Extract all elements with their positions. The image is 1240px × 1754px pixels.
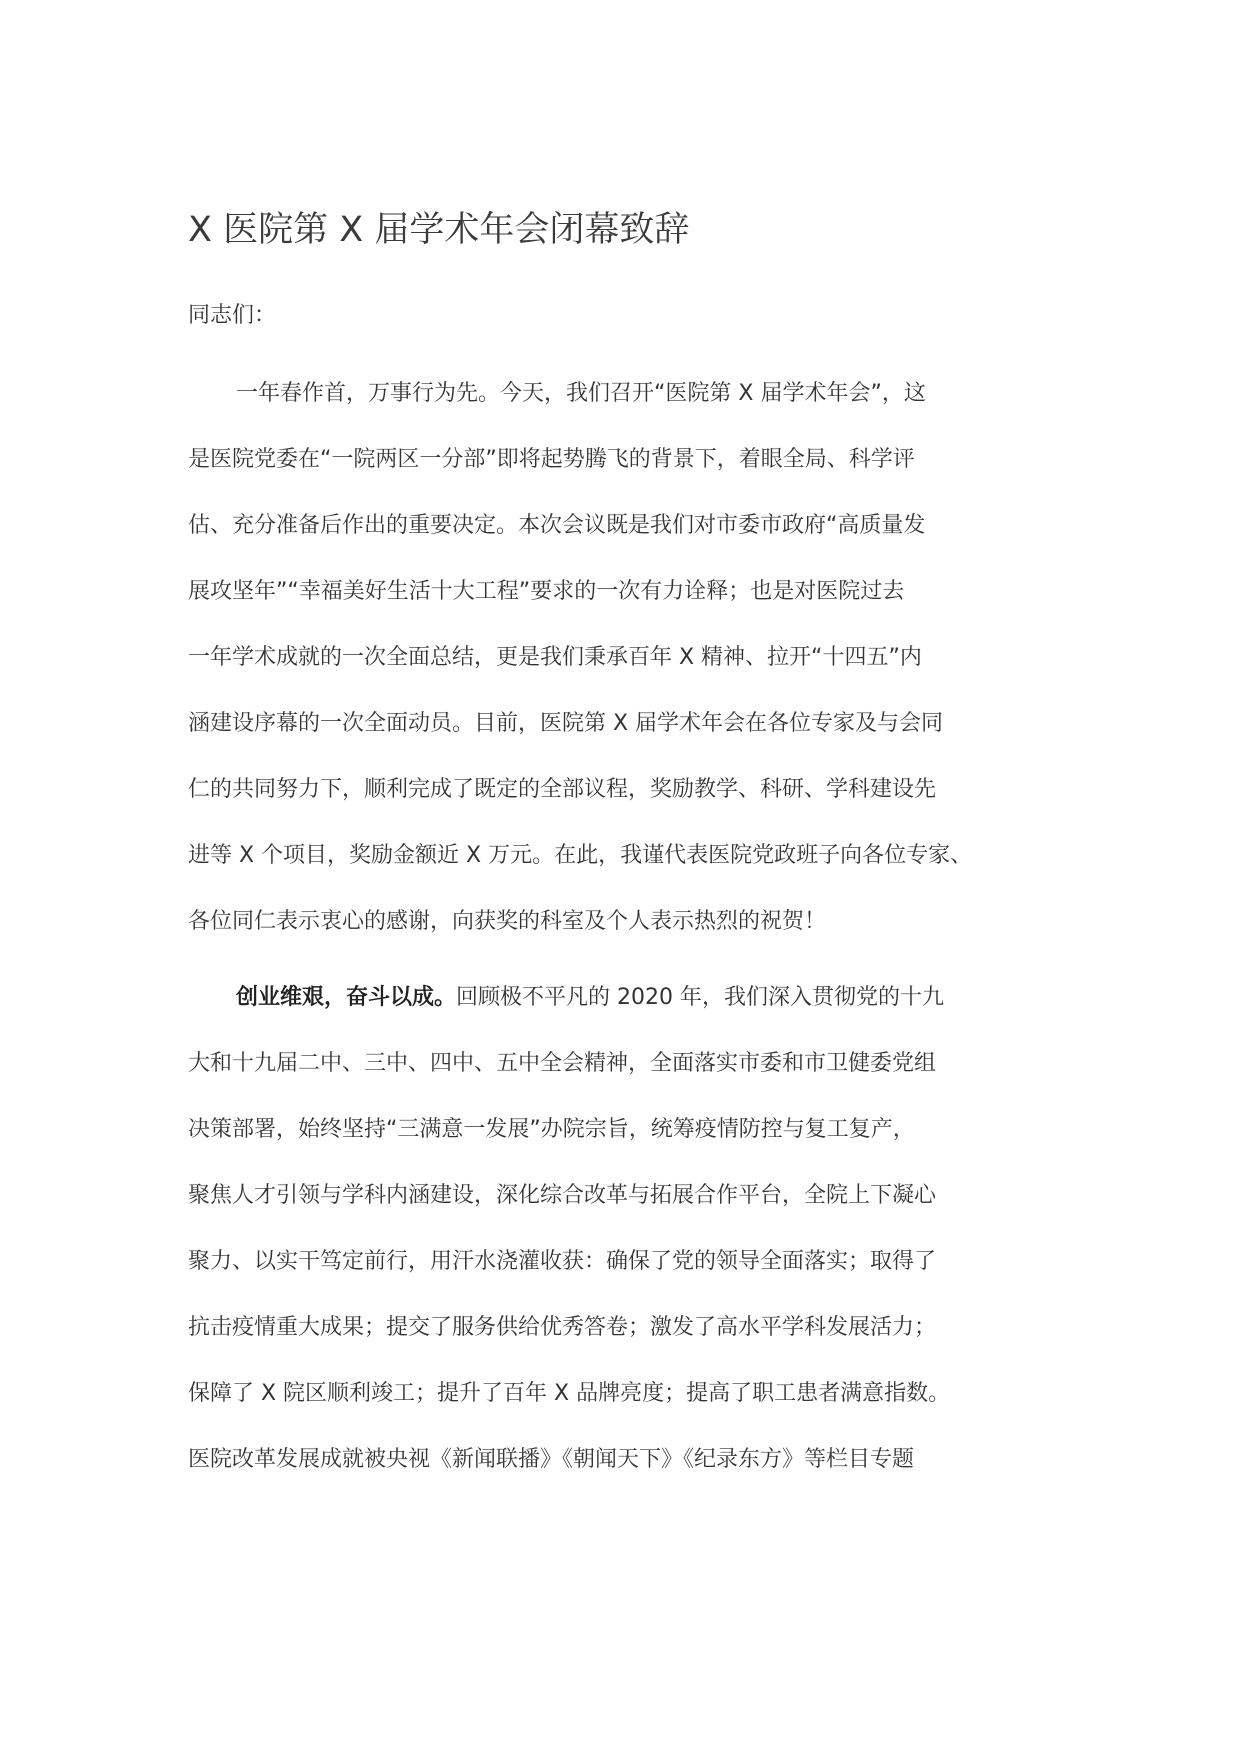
paragraph-lead: 创业维艰，奋斗以成。 <box>236 985 457 1010</box>
paragraph-line: 一年学术成就的一次全面总结，更是我们秉承百年 X 精神、拉开“十四五”内 <box>188 645 922 670</box>
paragraph-line: 大和十九届二中、三中、四中、五中全会精神，全面落实市委和市卫健委党组 <box>188 1051 937 1076</box>
paragraph-line: 决策部署，始终坚持“三满意一发展”办院宗旨，统筹疫情防控与复工复产， <box>188 1117 915 1142</box>
paragraph-review <box>188 980 1060 1508</box>
paragraph-line: 医院改革发展成就被央视《新闻联播》《朝闻天下》《纪录东方》等栏目专题 <box>188 1447 915 1472</box>
paragraph-line: 展攻坚年”“幸福美好生活十大工程”要求的一次有力诠释；也是对医院过去 <box>188 579 905 604</box>
paragraph-line: 聚力、以实干笃定前行，用汗水浇灌收获：确保了党的领导全面落实；取得了 <box>188 1249 937 1274</box>
paragraph-line: 涵建设序幕的一次全面动员。目前，医院第 X 届学术年会在各位专家及与会同 <box>188 711 944 736</box>
paragraph-opening <box>188 376 1060 970</box>
paragraph-line: 聚焦人才引领与学科内涵建设，深化综合改革与拓展合作平台，全院上下凝心 <box>188 1183 937 1208</box>
paragraph-line: 一年春作首，万事行为先。今天，我们召开“医院第 X 届学术年会”，这 <box>236 381 926 406</box>
paragraph-line <box>188 980 1060 1046</box>
paragraph-line: 抗击疫情重大成果；提交了服务供给优秀答卷；激发了高水平学科发展活力； <box>188 1315 937 1340</box>
paragraph-line: 进等 X 个项目，奖励金额近 X 万元。在此，我谨代表医院党政班子向各位专家、 <box>188 843 973 868</box>
paragraph-line: 各位同仁表示衷心的感谢，向获奖的科室及个人表示热烈的祝贺！ <box>188 909 827 934</box>
greeting: 同志们： <box>188 303 277 328</box>
paragraph-line: 是医院党委在“一院两区一分部”即将起势腾飞的背景下，着眼全局、科学评 <box>188 447 915 472</box>
paragraph-line: 估、充分准备后作出的重要决定。本次会议既是我们对市委市政府“高质量发 <box>188 513 926 538</box>
paragraph-line-rest: 回顾极不平凡的 2020 年，我们深入贯彻党的十九 <box>456 985 944 1010</box>
paragraph-line: 保障了 X 院区顺利竣工；提升了百年 X 品牌亮度；提高了职工患者满意指数。 <box>188 1381 951 1406</box>
document-title: X 医院第 X 届学术年会闭幕致辞 <box>188 210 690 250</box>
paragraph-line: 仁的共同努力下，顺利完成了既定的全部议程，奖励教学、科研、学科建设先 <box>188 777 937 802</box>
